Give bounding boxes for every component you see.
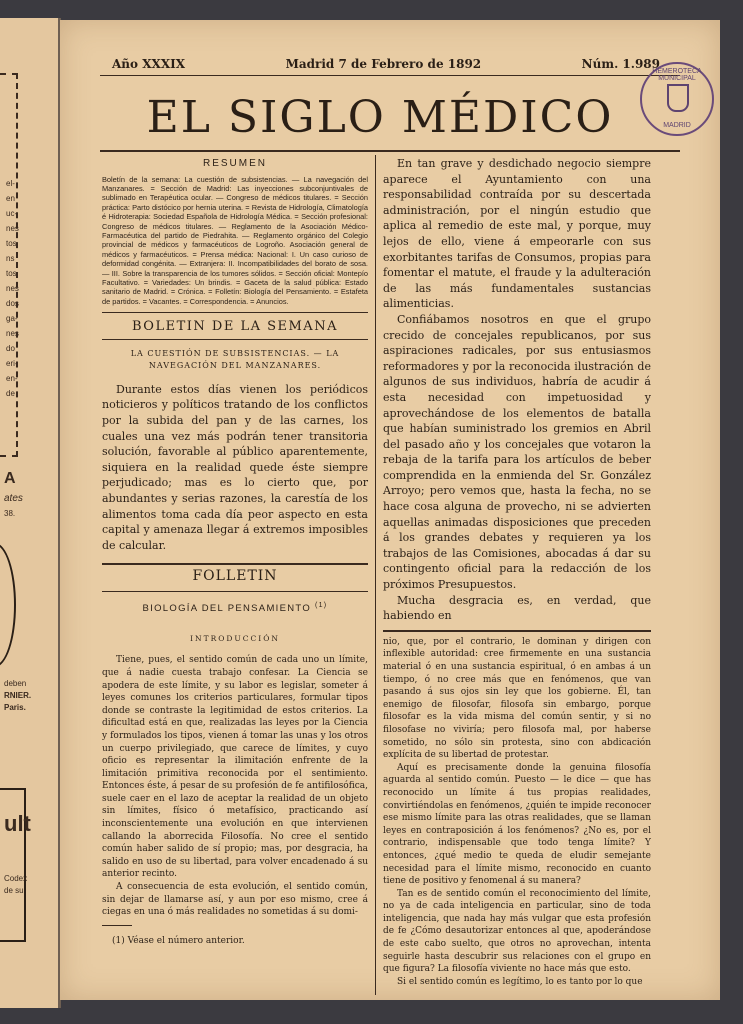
masthead-info <box>112 57 660 71</box>
right-column <box>383 156 651 988</box>
fragment-text: tos <box>6 269 17 278</box>
issue-number: Núm. 1.989 <box>581 57 660 71</box>
fragment-text: ns <box>6 254 15 263</box>
fragment-text: de su <box>4 886 24 895</box>
fragment-text: en <box>6 194 15 203</box>
fragment-text: uc- <box>6 209 18 218</box>
year-label: Año XXXIX <box>112 57 186 71</box>
folletin-paragraph: Si el sentido común es legítimo, lo es tanto por lo que <box>397 976 643 987</box>
fragment-text: Paris. <box>4 703 26 712</box>
folletin-paragraph: Aquí es precisamente donde la genuina filosofía aguarda al sentido común. Puesto — le dice — que has reconocido un límite á tus propias realidades, convirtiéndolas en fenómenos, ¿quién te impide reconocer ese mismo límite para las otras realidades, que se llaman leyes en contraposición á los fenómenos? ¿No es, por el contrario, indispensable que todo tenga límite? Y entonces, ¿qué medio te queda de eludir semejante necesidad para el límite mismo, reconocido en cuanto tiene de positivo y fenomenal á su manera? <box>383 762 651 887</box>
oval-advertisement <box>0 543 16 667</box>
folletin-continuation <box>383 636 651 989</box>
fragment-text: de <box>6 389 15 398</box>
left-column <box>102 156 368 949</box>
folletin-paragraph: A consecuencia de esta evolución, el sentido común, sin dejar de llamarse así, y aun por eso mismo, cree á ciegas en una ó más realidades no sometidas á su domi- <box>102 882 368 918</box>
fragment-text: el- <box>6 179 15 188</box>
section-label: INTRODUCCIÓN <box>190 633 280 643</box>
fragment-text: nes <box>6 224 19 233</box>
library-stamp: HEMEROTECA MUNICIPAL MADRID <box>640 62 714 136</box>
resumen-title: RESUMEN <box>202 158 267 169</box>
coat-of-arms-icon <box>667 84 689 112</box>
divider <box>100 75 680 76</box>
adjacent-page-fragment <box>0 18 61 1008</box>
folletin-text <box>102 654 368 918</box>
article-paragraph: Mucha desgracia es, en verdad, que habiendo en <box>383 593 651 623</box>
folletin-title: FOLLETIN <box>192 568 278 585</box>
fragment-text: A <box>4 470 16 487</box>
folletin-paragraph: nio, que, por el contrario, le dominan y dirigen con inflexible autoridad: cree firmemente en una sustancia material ó en una sustancia espiritual, ó en ambas á un tiempo, ó no cree más que en fenómenos, que van pasando á sus ojos sin ley que los gobierne. Él, tan enemigo de filosofar, filosofa sin embargo, porque filosofar es la vida misma del común sentir, y si no filosofase no viviría; pero filosofa mal, por haberse sometido, no sólo sin protesta, sino con abdicación explícita de su libertad de protestar. <box>383 636 651 761</box>
column-divider <box>375 155 376 995</box>
date-label: Madrid 7 de Febrero de 1892 <box>285 57 482 71</box>
article-paragraph: Confiábamos nosotros en que el grupo crecido de concejales republicanos, por sus aspiraciones radicales, por sus entusiasmos reformadores y por la reconocida ilustración de algunos de sus individuos, habría de acudir á esta necesidad con impetuosidad y aprovechándose de los elementos de batalla que habían suministrado los gremios en Abril del pasado año y los concejales que votaron la rebaja de la tarifa para los artículos de beber comprendida en la enmienda del Sr. González Arroyo; pero vemos que, hasta la fecha, no se hace cosa alguna de provecho, ni se advierten aquellas animadas disposiciones que preceden á los grandes debates y requieren ya los trabajos de las Comisiones, abocadas á dar su contingento oficial para la redacción de los próximos Presupuestos. <box>383 312 651 592</box>
fragment-text: do <box>6 344 15 353</box>
article-paragraph: En tan grave y desdichado negocio siempre aparece el Ayuntamiento con una responsabilidad contraída por su descertada administración, por el ningún estudio que aplica al remedio de este mal, y porque, muy lejos de ello, viene á empeorarle con sus exorbitantes tarifas de Consumos, propias para fomentar el matute, el fraude y la adulteración de las más fundamentales sustancias alimenticias. <box>383 157 651 311</box>
folletin-paragraph: Tan es de sentido común el reconocimiento del límite, no ya de cada inteligencia en particular, sino de toda inteligencia, que nada hay más vulgar que esta profesión de fe ¿Cómo desautorizar entonces al que, apoderándose de este cabo suelto, que otros no aprovechan, intenta seguirle hasta descubrir sus relaciones con el grupo en que figura? La filosofía viviente no hace más que esto. <box>383 888 651 975</box>
fragment-text: ult <box>4 811 31 836</box>
fragment-text: tos <box>6 239 17 248</box>
fragment-text: Codex <box>4 874 28 883</box>
fragment-text: ga- <box>6 314 18 323</box>
fragment-text: deben <box>4 679 27 688</box>
fragment-text: eri- <box>6 359 18 368</box>
fragment-text: en- <box>6 374 18 383</box>
newspaper-page <box>60 20 720 1000</box>
folletin-subtitle: BIOLOGÍA DEL PENSAMIENTO $^{(1)}$ <box>142 602 328 615</box>
folletin-paragraph: Tiene, pues, el sentido común de cada uno un límite, que á nadie cuesta trabajo confesar. La Ciencia se apodera de este límite, y su labor es legislar, someter á leyes comunes los criterios particulares, formular tipos donde se contraste la legitimidad de estos criterios. La dificultad está en que, realizadas las leyes por la Ciencia y formulados los tipos, vienen á tomar las unas y los otros un cuerpo privilegiado, que carece de límites, y cuyo oficio es representar la ilimitación enfrente de la limitación primitiva reconocida por el sentimiento. Entonces éste, á pesar de su profesión de fe antifilosófica, suele caer en el lazo de aceptar la realidad de un objeto sin límites, físico ó metafísico, practicando así inconscientemente una evolución en que intervienen callando la aborrecida Filosofía. No cree el sentido común haber salido de sí propio; mas, por desgracia, ha salido en uso de su libertad, para volver encadenado á su anterior recinto. <box>102 655 368 880</box>
article-paragraph: Durante estos días vienen los periódicos noticieros y políticos tratando de los conflictos por la subida del pan y de las carnes, los cuales una vez más podrán tener transitoria solución, favorable al público aparentemente, siquiera en la realidad quede éste siempre perjudicado; mas es lo cierto que, por abundantes y serias razones, la carestía de los alimentos toma cada día peor aspecto en esta capital y amenaza llegar á extremos imposibles de calcular. <box>102 382 368 552</box>
fragment-text: RNIER. <box>4 691 32 700</box>
fragment-text: ates <box>4 493 23 504</box>
footnote: (1) Véase el número anterior. <box>112 935 245 946</box>
fragment-text: nes <box>6 284 19 293</box>
resumen-body: Boletín de la semana: La cuestión de subsistencias. — La navegación del Manzanares. = Sección de Madrid: Las inyecciones subconjuntivales de sublimado en Terapéutica ocular. — Congreso de médicos titulares. = Sección práctica: Parto distócico por hernia uterina. = Revista de Hidrología, Climatología é Hidroterapia: Sociedad Española de Hidrología Médica. = Sección profesional: Congreso de médicos titulares. — Reglamento de la Asociación Médico-Farmacéutica del partido de Piedrahita. — Reglamento orgánico del Colegio provincial de médicos y farmacéuticos de Logroño. Asociación general de médicos y farmacéuticos. = Prensa médica: Nacional: I. Un caso curioso de deformidad congénita. — Extranjera: II. Incompatibilidades del borato de sosa. — III. Sobre la transparencia de los tumores sólidos. = Sección oficial: Montepío Facultativo. = Variedades: Un brindis. = Gaceta de la salud pública: Estado sanitario de Madrid. = Crónica. = Folletín: Biología del Pensamiento. = Estafeta de partidos. = Vacantes. = Correspondencia. = Anuncios. <box>102 174 368 306</box>
decorative-border <box>0 73 18 457</box>
page-title: EL SIGLO MÉDICO <box>146 92 614 143</box>
boletin-subtitle: LA CUESTIÓN DE SUBSISTENCIAS. — LA NAVEGACIÓN DEL MANZANARES. <box>130 348 340 370</box>
fragment-text: nes <box>6 329 19 338</box>
boletin-title: BOLETIN DE LA SEMANA <box>132 319 338 335</box>
fragment-text: dos <box>6 299 19 308</box>
fragment-text: 38. <box>4 509 16 518</box>
divider <box>100 150 680 152</box>
